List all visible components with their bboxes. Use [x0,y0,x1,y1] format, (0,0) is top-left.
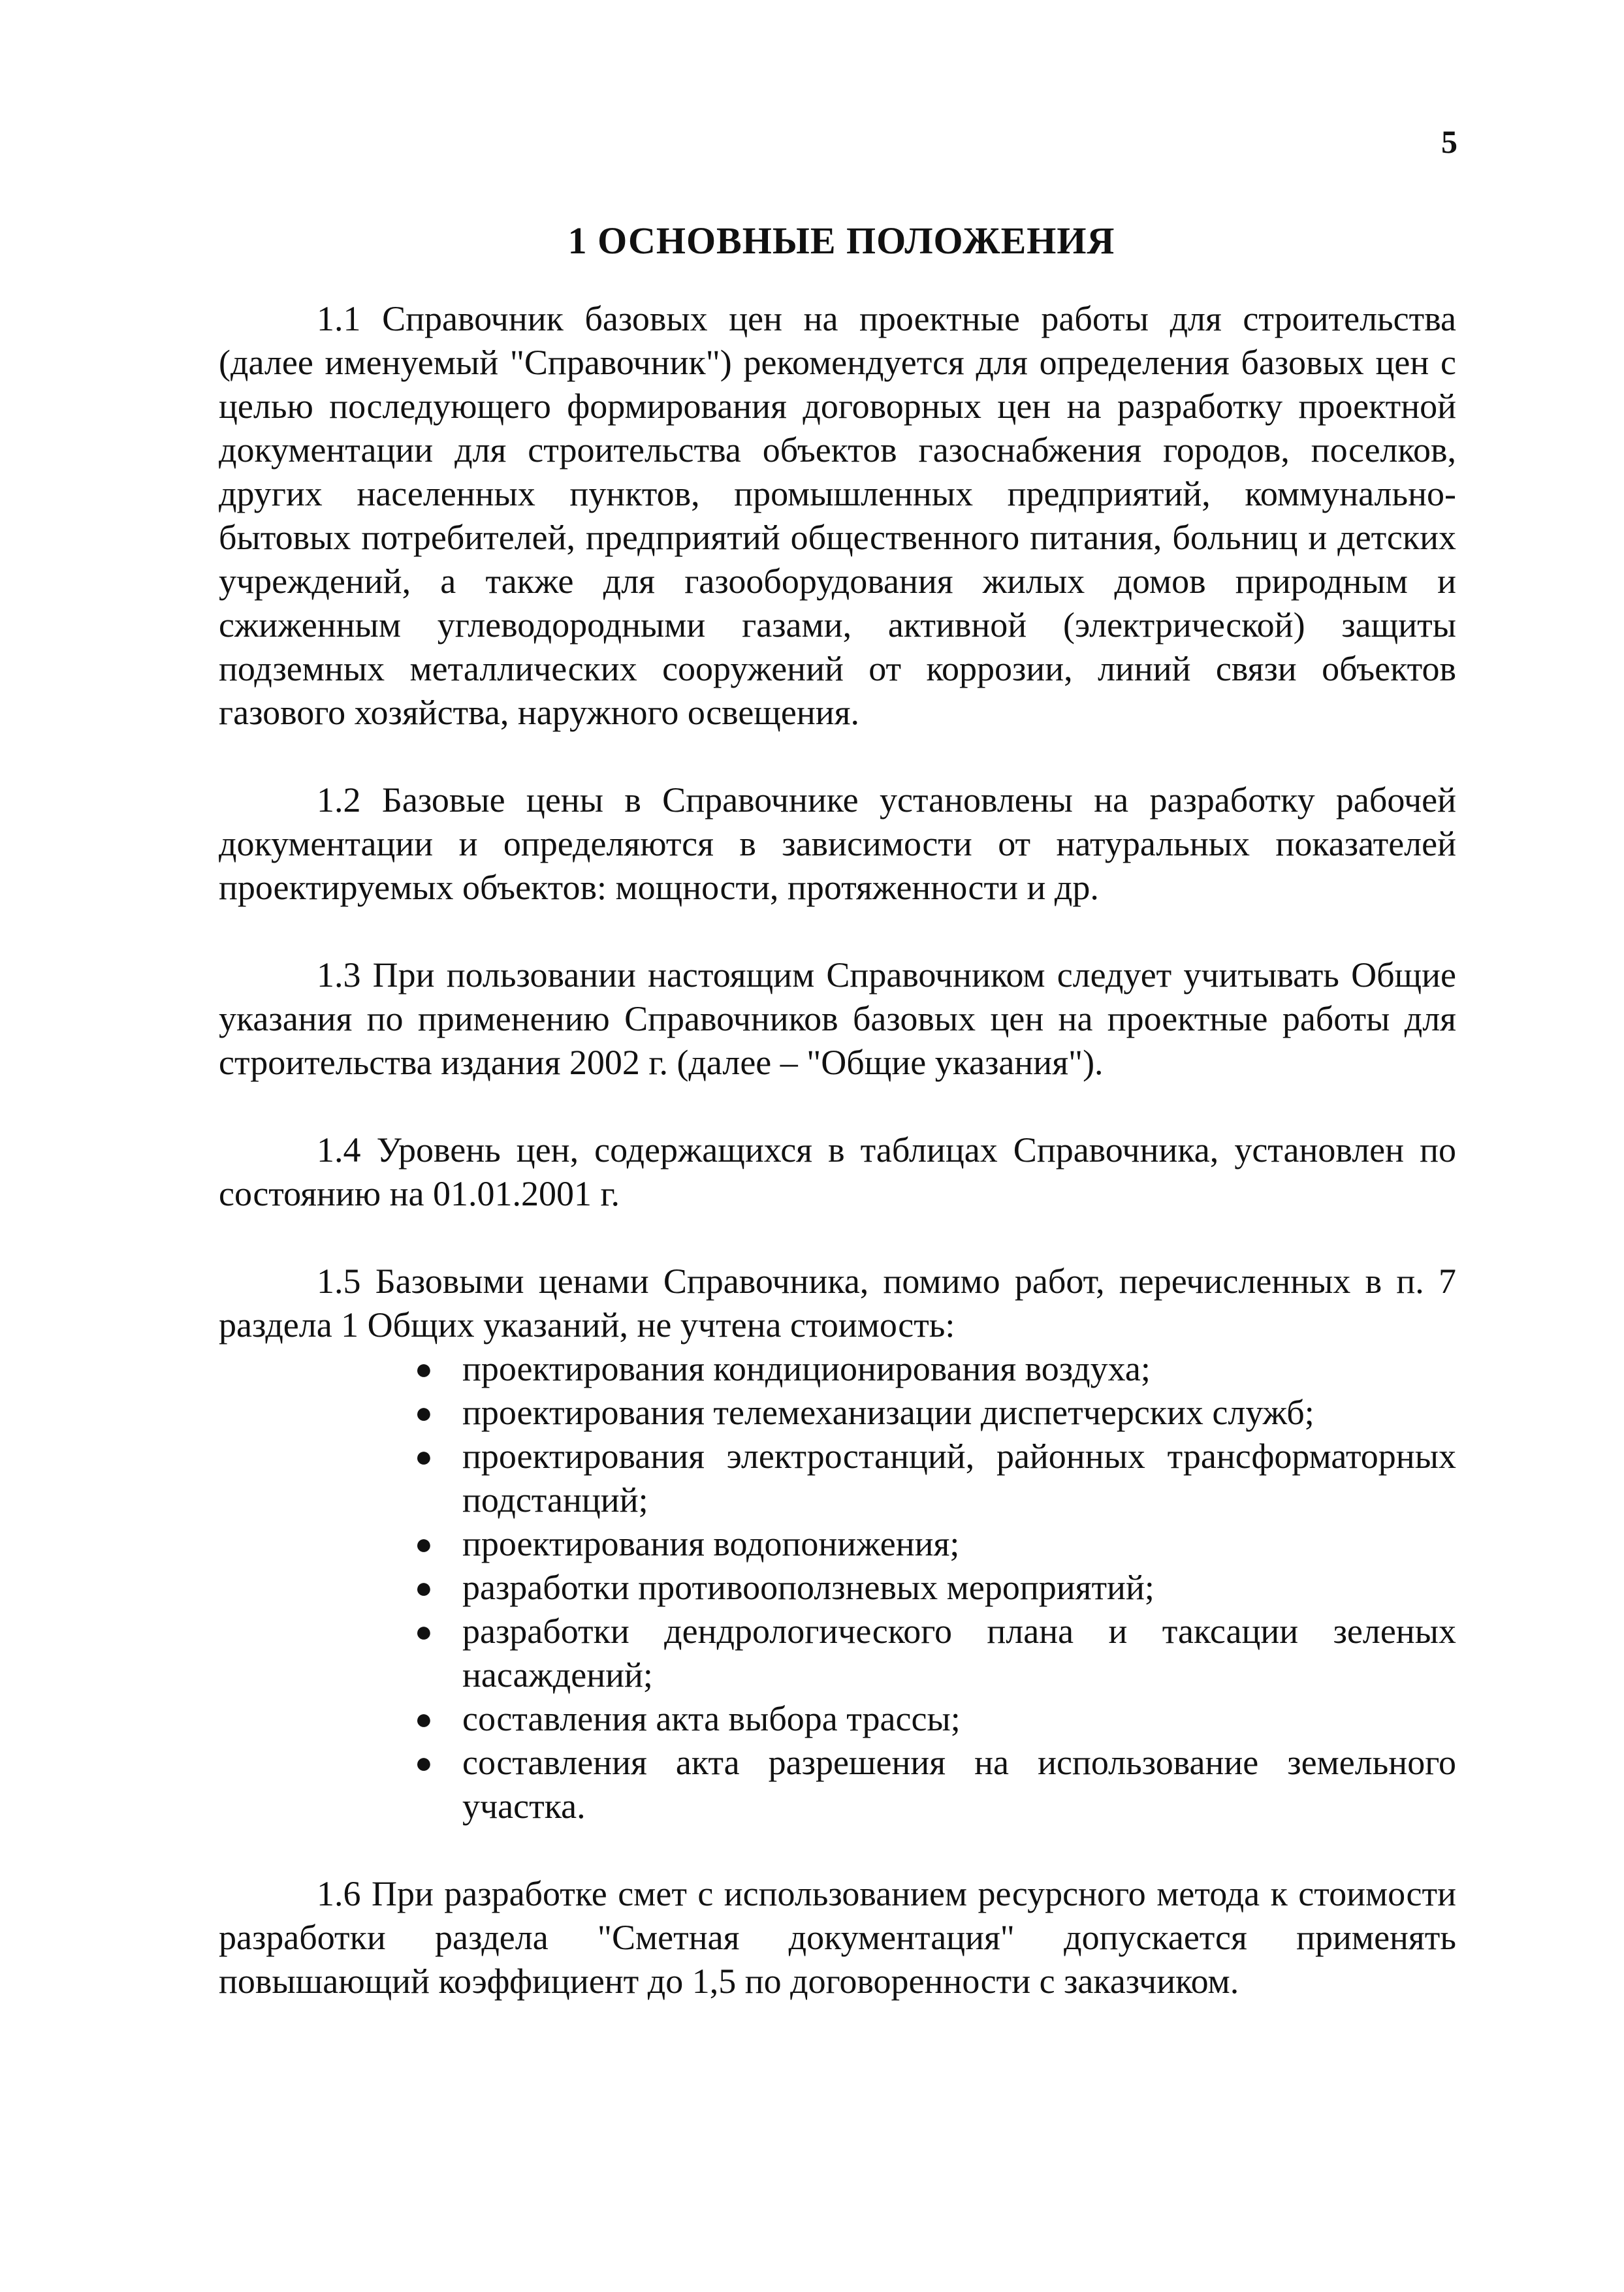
document-body [219,297,1456,2047]
excluded-costs-list [219,1347,1456,1828]
bullet-icon: ● [415,1352,433,1386]
list-item-text: проектирования телемеханизации диспетчерских служб; [462,1393,1314,1432]
list-item-text: разработки противооползневых мероприятий; [462,1568,1154,1607]
paragraph-1-5: 1.5 Базовыми ценами Справочника, помимо работ, перечисленных в п. 7 раздела 1 Общих указаний, не учтена стоимость: [219,1262,1456,1345]
paragraph-1-1: 1.1 Справочник базовых цен на проектные работы для строительства (далее именуемый "Справочник") рекомендуется для определения базовых цен с целью последующего формирования договорных цен на разработку проектной документации для строительства объектов газоснабжения городов, поселков, других населенных пунктов, промышленных предприятий, коммунально-бытовых потребителей, предприятий общественного питания, больниц и детских учреждений, а также для газооборудования жилых домов природным и сжиженным углеводородными газами, активной (электрической) защиты подземных металлических сооружений от коррозии, линий связи объектов газового хозяйства, наружного освещения. [219,299,1456,732]
paragraph-1-3: 1.3 При пользовании настоящим Справочником следует учитывать Общие указания по применению Справочников базовых цен на проектные работы для строительства издания 2002 г. (далее – "Общие указания"). [219,955,1456,1082]
list-item [219,1391,1456,1435]
bullet-icon: ● [415,1615,433,1648]
page-number: 5 [1441,123,1457,160]
bullet-icon: ● [415,1746,433,1779]
section-heading: 1 ОСНОВНЫЕ ПОЛОЖЕНИЯ [567,219,1115,262]
list-item-text: проектирования водопонижения; [462,1524,960,1563]
list-item [219,1566,1456,1610]
bullet-icon: ● [415,1527,433,1561]
list-item-text: составления акта разрешения на использование земельного участка. [462,1743,1456,1826]
list-item [219,1522,1456,1566]
paragraph-1-6: 1.6 При разработке смет с использованием ресурсного метода к стоимости разработки раздела "Сметная документация" допускается применять повышающий коэффициент до 1,5 по договоренности с заказчиком. [219,1874,1456,2001]
bullet-icon: ● [415,1702,433,1736]
bullet-icon: ● [415,1571,433,1604]
list-item [219,1741,1456,1828]
list-item-text: проектирования электростанций, районных трансформаторных подстанций; [462,1437,1456,1520]
list-item-text: разработки дендрологического плана и таксации зеленых насаждений; [462,1612,1456,1695]
bullet-icon: ● [415,1396,433,1429]
list-item [219,1347,1456,1391]
list-item-text: проектирования кондиционирования воздуха; [462,1349,1151,1388]
paragraph-1-4: 1.4 Уровень цен, содержащихся в таблицах Справочника, установлен по состоянию на 01.01.2001 г. [219,1130,1456,1213]
list-item [219,1697,1456,1741]
bullet-icon: ● [415,1440,433,1473]
list-item-text: составления акта выбора трассы; [462,1699,961,1738]
list-item [219,1435,1456,1522]
list-item [219,1610,1456,1697]
paragraph-1-2: 1.2 Базовые цены в Справочнике установлены на разработку рабочей документации и определяются в зависимости от натуральных показателей проектируемых объектов: мощности, протяженности и др. [219,780,1456,907]
